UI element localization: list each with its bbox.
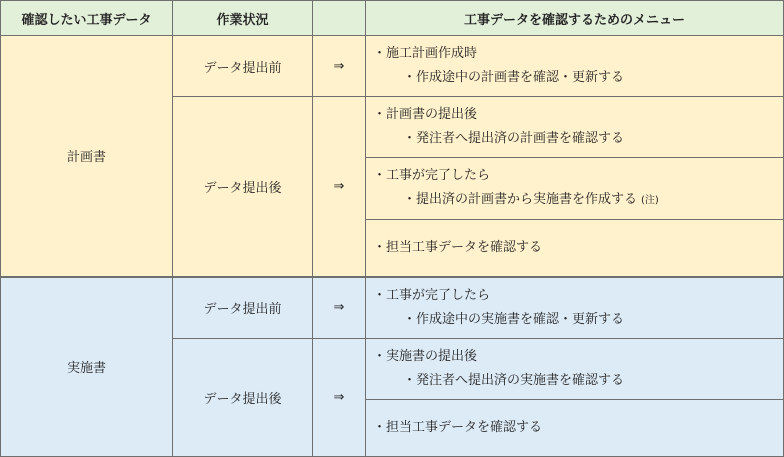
impl-label: 実施書 — [1, 277, 173, 457]
plan-label: 計画書 — [1, 36, 173, 277]
menu-item[interactable]: ・作成途中の計画書を確認・更新する — [403, 70, 625, 85]
plan-before-arrow: ⇒ — [313, 36, 366, 97]
menu-item[interactable] — [373, 188, 775, 213]
menu-item[interactable]: ・作成途中の実施書を確認・更新する — [403, 311, 625, 327]
plan-before-row — [1, 36, 784, 97]
menu-item[interactable]: ・発注者へ提出済の計画書を確認する — [403, 131, 625, 146]
note-marker: (注) — [641, 195, 659, 206]
menu-title[interactable]: ・計画書の提出後 — [373, 107, 478, 122]
plan-after-menu-3[interactable] — [366, 220, 784, 277]
plan-after-arrow: ⇒ — [313, 97, 366, 277]
impl-before-row — [1, 277, 784, 339]
menu-title[interactable]: ・担当工事データを確認する — [373, 419, 543, 435]
menu-title[interactable]: ・担当工事データを確認する — [373, 239, 543, 255]
plan-after-menu-1[interactable] — [366, 97, 784, 158]
menu-item[interactable]: ・発注者へ提出済の実施書を確認する — [403, 372, 625, 388]
plan-before-status: データ提出前 — [173, 36, 313, 97]
impl-after-arrow: ⇒ — [313, 338, 366, 456]
header-data: 確認したい工事データ — [1, 1, 173, 36]
impl-before-status: データ提出前 — [173, 277, 313, 339]
impl-before-arrow: ⇒ — [313, 277, 366, 339]
menu-title[interactable]: ・工事が完了したら — [373, 287, 491, 303]
impl-after-menu-1[interactable] — [366, 338, 784, 399]
menu-title[interactable]: ・実施書の提出後 — [373, 348, 478, 364]
impl-before-menu[interactable] — [366, 277, 784, 339]
header-row — [1, 1, 784, 36]
header-arrow — [313, 1, 366, 36]
plan-before-menu[interactable] — [366, 36, 784, 97]
impl-after-menu-2[interactable] — [366, 399, 784, 456]
menu-title[interactable]: ・施工計画作成時 — [373, 46, 478, 61]
plan-after-status: データ提出後 — [173, 97, 313, 277]
header-menu: 工事データを確認するためのメニュー — [366, 1, 784, 36]
impl-after-status: データ提出後 — [173, 338, 313, 456]
plan-after-menu-2[interactable] — [366, 158, 784, 220]
menu-title[interactable]: ・工事が完了したら — [373, 168, 491, 183]
menu-item-text[interactable]: ・提出済の計画書から実施書を作成する — [403, 192, 638, 207]
header-status: 作業状況 — [173, 1, 313, 36]
